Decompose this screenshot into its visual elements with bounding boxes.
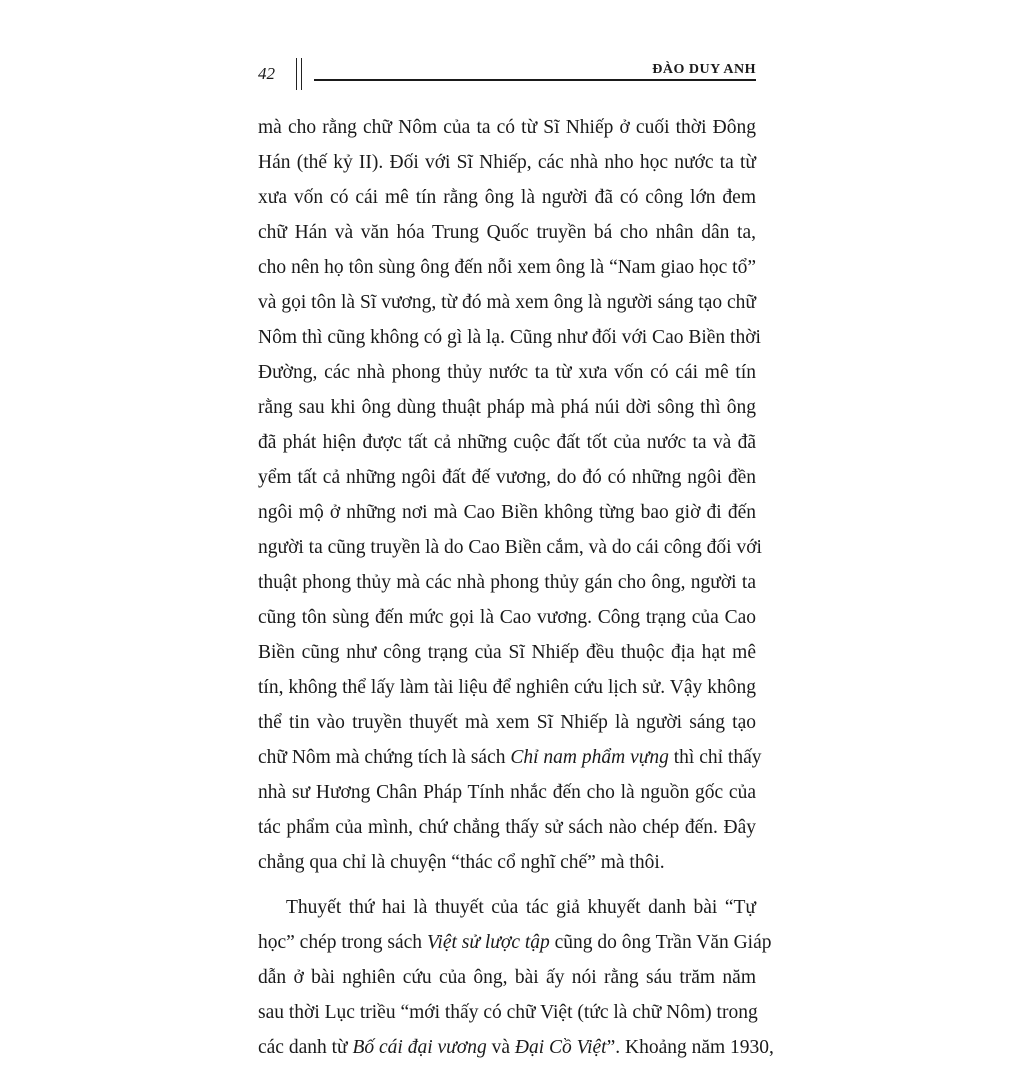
text-line (258, 145, 756, 180)
text-line (258, 355, 756, 390)
italic-title: Chỉ nam phẩm vựng (510, 747, 669, 768)
page-header (258, 58, 756, 92)
text-segment: Đường, các nhà phong thủy nước ta từ xưa vốn có cái mê tín (258, 362, 756, 383)
text-segment: xưa vốn có cái mê tín rằng ông là người đã có công lớn đem (258, 187, 756, 208)
text-line (258, 890, 756, 925)
text-line (258, 635, 756, 670)
text-line (258, 810, 756, 845)
text-segment: Hán (thế kỷ II). Đối với Sĩ Nhiếp, các nhà nho học nước ta từ (258, 152, 756, 173)
text-line (258, 845, 756, 880)
text-line (258, 995, 756, 1030)
text-segment: thuật phong thủy mà các nhà phong thủy gán cho ông, người ta (258, 572, 756, 593)
text-line (258, 775, 756, 810)
text-line (258, 460, 756, 495)
text-segment: đã phát hiện được tất cả những cuộc đất tốt của nước ta và đã (258, 432, 756, 453)
text-segment: yểm tất cả những ngôi đất đế vương, do đó có những ngôi đền (258, 467, 756, 488)
paragraph (258, 110, 762, 880)
paragraph-gap (258, 880, 756, 890)
text-segment: mà cho rằng chữ Nôm của ta có từ Sĩ Nhiếp ở cuối thời Đông (258, 117, 756, 138)
text-segment: ngôi mộ ở những nơi mà Cao Biền không từng bao giờ đi đến (258, 502, 756, 523)
text-segment: sau thời Lục triều “mới thấy có chữ Việt (tức là chữ Nôm) trong (258, 1002, 758, 1023)
text-segment: cũng tôn sùng đến mức gọi là Cao vương. Công trạng của Cao (258, 607, 756, 628)
text-line (258, 600, 756, 635)
text-line (258, 1030, 774, 1065)
text-line (258, 110, 756, 145)
text-segment: các danh từ (258, 1037, 353, 1058)
paragraph (258, 890, 774, 1065)
text-segment: thể tin vào truyền thuyết mà xem Sĩ Nhiếp là người sáng tạo (258, 712, 756, 733)
text-line (258, 740, 762, 775)
text-line (258, 250, 756, 285)
header-divider-bar (296, 58, 302, 90)
text-line (258, 495, 756, 530)
body-text (258, 110, 774, 1065)
text-segment: Nôm thì cũng không có gì là lạ. Cũng như đối với Cao Biền thời (258, 327, 761, 348)
italic-title: Đại Cồ Việt (514, 1037, 607, 1058)
text-line (258, 285, 756, 320)
text-segment: tác phẩm của mình, chứ chẳng thấy sử sách nào chép đến. Đây (258, 817, 756, 838)
text-line (258, 705, 756, 740)
text-line (258, 425, 756, 460)
text-segment: chữ Hán và văn hóa Trung Quốc truyền bá cho nhân dân ta, (258, 222, 756, 243)
text-segment: Biền cũng như công trạng của Sĩ Nhiếp đều thuộc địa hạt mê (258, 642, 756, 663)
text-segment: chẳng qua chỉ là chuyện “thác cổ nghĩ chế” mà thôi. (258, 852, 665, 873)
text-segment: cũng do ông Trần Văn Giáp (549, 932, 772, 953)
header-rule (314, 79, 756, 81)
text-segment: cho nên họ tôn sùng ông đến nỗi xem ông là “Nam giao học tổ” (258, 257, 756, 278)
text-segment: nhà sư Hương Chân Pháp Tính nhắc đến cho là nguồn gốc của (258, 782, 756, 803)
text-segment: rằng sau khi ông dùng thuật pháp mà phá núi dời sông thì ông (258, 397, 756, 418)
running-head-author: ĐÀO DUY ANH (652, 62, 756, 77)
text-line (258, 530, 762, 565)
text-segment: Thuyết thứ hai là thuyết của tác giả khuyết danh bài “Tự (286, 897, 756, 918)
text-segment: và gọi tôn là Sĩ vương, từ đó mà xem ông là người sáng tạo chữ (258, 292, 756, 313)
text-segment: dẫn ở bài nghiên cứu của ông, bài ấy nói rằng sáu trăm năm (258, 967, 756, 988)
italic-title: Bố cái đại vương (352, 1037, 487, 1058)
text-segment: tín, không thể lấy làm tài liệu để nghiên cứu lịch sử. Vậy không (258, 677, 756, 698)
text-segment: học” chép trong sách (258, 932, 427, 953)
text-segment: và (486, 1037, 515, 1058)
text-segment: thì chỉ thấy (668, 747, 762, 768)
text-line (258, 390, 756, 425)
text-segment: người ta cũng truyền là do Cao Biền cắm, và do cái công đối với (258, 537, 762, 558)
text-line (258, 320, 761, 355)
text-line (258, 180, 756, 215)
text-segment: ”. Khoảng năm 1930, (606, 1037, 774, 1058)
text-line (258, 925, 772, 960)
text-line (258, 960, 756, 995)
text-line (258, 565, 756, 600)
page-number: 42 (258, 64, 275, 83)
italic-title: Việt sử lược tập (426, 932, 550, 953)
text-line (258, 215, 756, 250)
text-line (258, 670, 756, 705)
text-segment: chữ Nôm mà chứng tích là sách (258, 747, 511, 768)
